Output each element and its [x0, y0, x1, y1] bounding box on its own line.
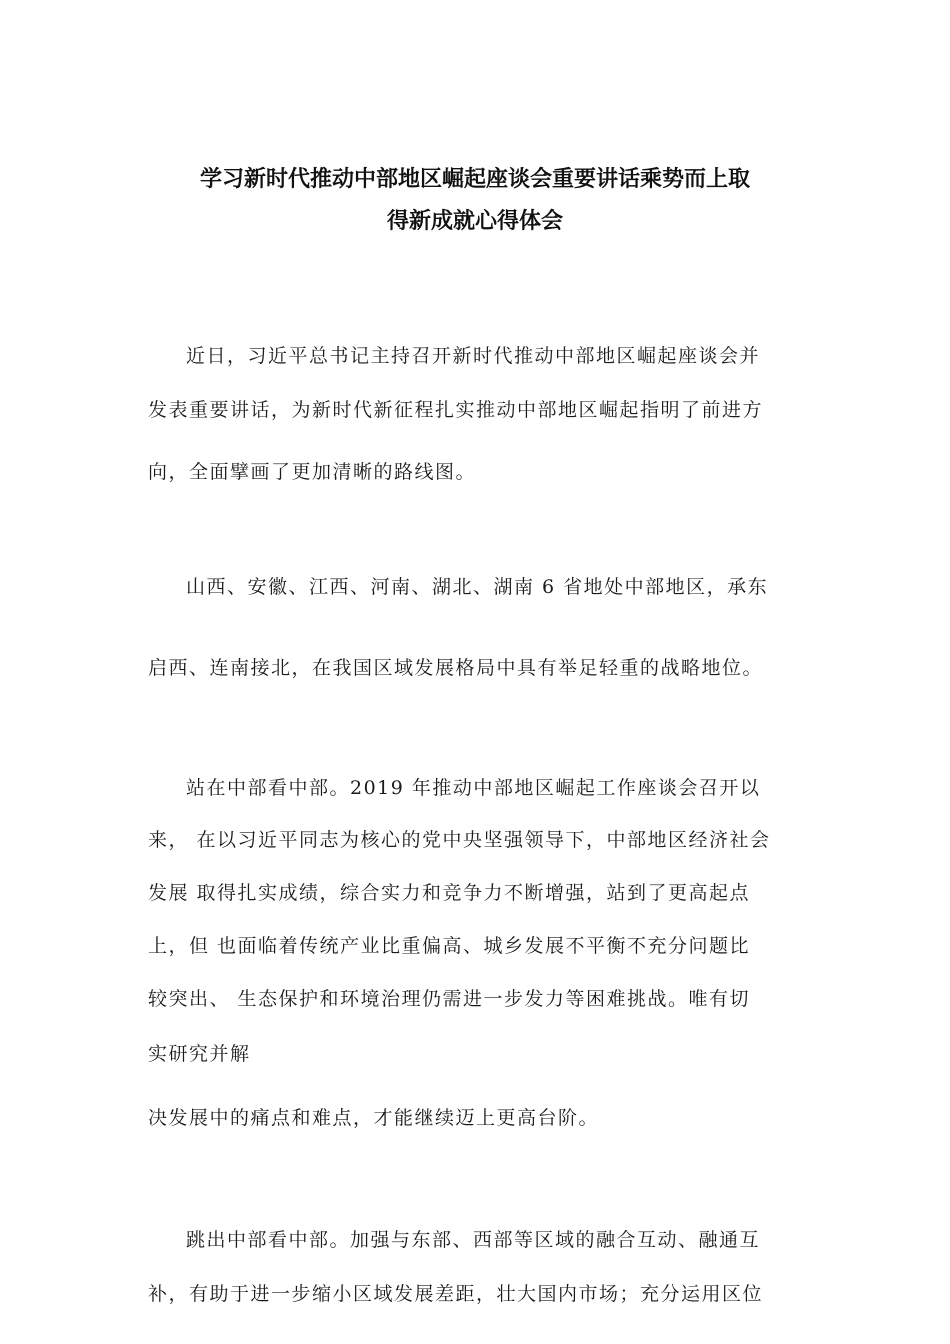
paragraph-4-line-1: 跳出中部看中部。加强与东部、西部等区域的融合互动、融通互 [186, 1229, 761, 1251]
paragraph-3-line-6: 实研究并解 [148, 1043, 251, 1065]
paragraph-1-line-3: 向，全面擘画了更加清晰的路线图。 [148, 461, 477, 483]
paragraph-1-line-1: 近日，习近平总书记主持召开新时代推动中部地区崛起座谈会并 [186, 345, 761, 367]
paragraph-3-line-1: 站在中部看中部。2019 年推动中部地区崛起工作座谈会召开以 [186, 777, 761, 799]
paragraph-3-line-4: 上，但 也面临着传统产业比重偏高、城乡发展不平衡不充分问题比 [148, 935, 751, 957]
paragraph-3-line-5: 较突出、 生态保护和环境治理仍需进一步发力等困难挑战。唯有切 [148, 988, 751, 1010]
paragraph-2-line-1: 山西、安徽、江西、河南、湖北、湖南 6 省地处中部地区，承东 [186, 576, 769, 598]
paragraph-4-line-2: 补，有助于进一步缩小区域发展差距，壮大国内市场；充分运用区位 [148, 1283, 764, 1305]
paragraph-3-line-7: 决发展中的痛点和难点，才能继续迈上更高台阶。 [148, 1107, 600, 1129]
paragraph-3-line-2: 来， 在以习近平同志为核心的党中央坚强领导下，中部地区经济社会 [148, 829, 771, 851]
document-title-line-2: 得新成就心得体会 [386, 209, 563, 234]
paragraph-1-line-2: 发表重要讲话，为新时代新征程扎实推动中部地区崛起指明了前进方 [148, 399, 764, 421]
paragraph-2-line-2: 启西、连南接北，在我国区域发展格局中具有举足轻重的战略地位。 [148, 657, 764, 679]
paragraph-3-line-3: 发展 取得扎实成绩，综合实力和竞争力不断增强，站到了更高起点 [148, 882, 751, 904]
document-title-line-1: 学习新时代推动中部地区崛起座谈会重要讲话乘势而上取 [199, 167, 750, 192]
